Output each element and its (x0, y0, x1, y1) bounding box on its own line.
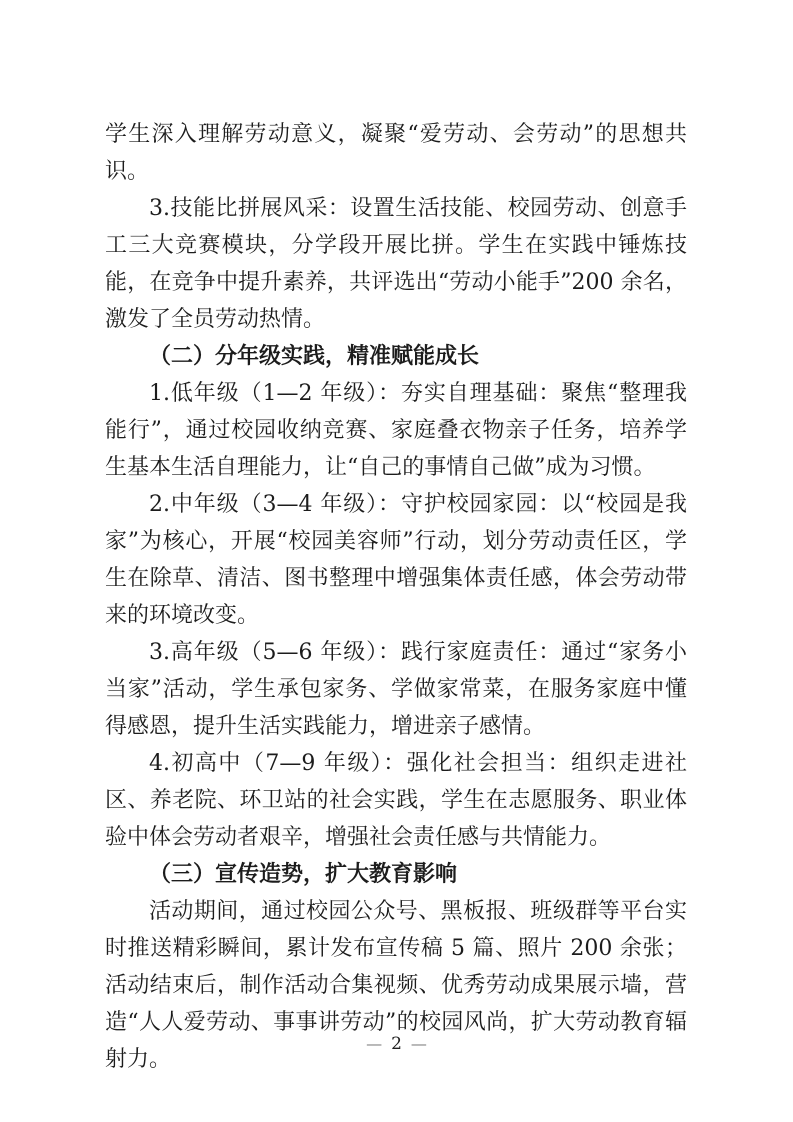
paragraph-grade-7-9: 4.初高中（7—9 年级）：强化社会担当：组织走进社区、养老院、环卫站的社会实践，学生在志愿服务、职业体验中体会劳动者艰辛，增强社会责任感与共情能力。 (105, 751, 687, 850)
paragraph-publicity: 活动期间，通过校园公众号、黑板报、班级群等平台实时推送精彩瞬间，累计发布宣传稿 5 篇、照片 200 余张；活动结束后，制作活动合集视频、优秀劳动成果展示墙，营造“人人爱劳动、事事讲劳动”的校园风尚，扩大劳动教育辐射力。 (105, 899, 687, 1072)
section-heading-2: （二）分年级实践，精准赋能成长 (149, 343, 480, 369)
footer-left-dash: — (366, 1034, 383, 1053)
paragraph-continuation: 学生深入理解劳动意义，凝聚“爱劳动、会劳动”的思想共识。 (105, 122, 687, 184)
section-heading-3: （三）宣传造势，扩大教育影响 (149, 861, 458, 887)
document-body (105, 116, 687, 1078)
paragraph-grade-3-4: 2.中年级（3—4 年级）：守护校园家园：以“校园是我家”为核心，开展“校园美容师”行动，划分劳动责任区，学生在除草、清洁、图书整理中增强集体责任感，体会劳动带来的环境改变。 (105, 492, 687, 628)
paragraph-grade-5-6: 3.高年级（5—6 年级）：践行家庭责任：通过“家务小当家”活动，学生承包家务、学做家常菜，在服务家庭中懂得感恩，提升生活实践能力，增进亲子感情。 (105, 640, 687, 739)
paragraph-skill-competition: 3.技能比拼展风采：设置生活技能、校园劳动、创意手工三大竞赛模块，分学段开展比拼。学生在实践中锤炼技能，在竞争中提升素养，共评选出“劳动小能手”200 余名，激发了全员劳动热情。 (105, 196, 687, 332)
paragraph-grade-1-2: 1.低年级（1—2 年级）：夯实自理基础：聚焦“整理我能行”，通过校园收纳竞赛、家庭叠衣物亲子任务，培养学生基本生活自理能力，让“自己的事情自己做”成为习惯。 (105, 381, 687, 480)
page-footer (0, 1032, 793, 1056)
page-number: 2 (391, 1034, 402, 1054)
footer-right-dash: — (410, 1034, 427, 1053)
